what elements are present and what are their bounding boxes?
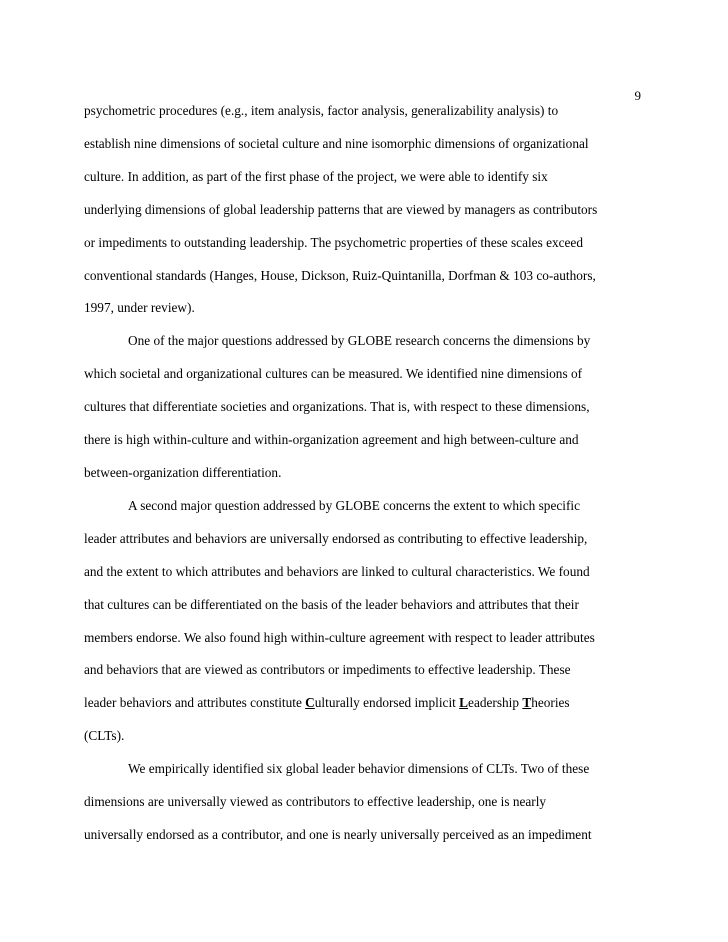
paragraph-1 — [84, 95, 654, 325]
text-line: between-organization differentiation. — [84, 464, 282, 480]
text-line: establish nine dimensions of societal culture and nine isomorphic dimensions of organizational — [84, 135, 589, 151]
text-line: culture. In addition, as part of the first phase of the project, we were able to identify six — [84, 168, 548, 184]
text-line: there is high within-culture and within-organization agreement and high between-culture and — [84, 432, 579, 448]
text-line: dimensions are universally viewed as contributors to effective leadership, one is nearly — [84, 794, 547, 810]
paragraph-3 — [84, 490, 654, 753]
text-line: universally endorsed as a contributor, and one is nearly universally perceived as an impediment — [84, 826, 592, 842]
text-line: (CLTs). — [84, 728, 125, 744]
clt-word-l-rest: eadership — [468, 695, 523, 711]
text-line: members endorse. We also found high within-culture agreement with respect to leader attributes — [84, 629, 595, 645]
paragraph-2 — [84, 325, 654, 490]
text-line: 1997, under review). — [84, 300, 195, 316]
text-line: cultures that differentiate societies and organizations. That is, with respect to these dimensions, — [84, 399, 590, 415]
text-line: underlying dimensions of global leadership patterns that are viewed by managers as contributors — [84, 201, 598, 217]
text-line: which societal and organizational cultures can be measured. We identified nine dimensions of — [84, 366, 583, 382]
text-line: and the extent to which attributes and behaviors are linked to cultural characteristics. We found — [84, 563, 590, 579]
text-line: conventional standards (Hanges, House, Dickson, Ruiz-Quintanilla, Dorfman & 103 co-authors, — [84, 267, 596, 283]
paragraph-4 — [84, 753, 654, 852]
text-line: psychometric procedures (e.g., item analysis, factor analysis, generalizability analysis) to — [84, 103, 559, 118]
page-number: 9 — [634, 88, 641, 103]
clt-word-t-rest: heories — [531, 695, 570, 711]
text-line: or impediments to outstanding leadership. The psychometric properties of these scales exceed — [84, 234, 583, 250]
text-line: leader attributes and behaviors are universally endorsed as contributing to effective leadership, — [84, 530, 588, 546]
text-line: and behaviors that are viewed as contributors or impediments to effective leadership. These — [84, 662, 571, 678]
clt-letter-c: C — [305, 695, 315, 711]
clt-prefix: leader behaviors and attributes constitute — [84, 695, 306, 711]
document-body — [84, 95, 654, 852]
clt-word-c-rest: ulturally endorsed implicit — [314, 695, 460, 711]
clt-definition-line — [84, 687, 654, 720]
text-line: We empirically identified six global leader behavior dimensions of CLTs. Two of these — [128, 761, 590, 777]
text-line: One of the major questions addressed by GLOBE research concerns the dimensions by — [128, 333, 591, 349]
clt-letter-l: L — [459, 695, 469, 711]
clt-letter-t: T — [522, 695, 532, 711]
text-line: that cultures can be differentiated on the basis of the leader behaviors and attributes that their — [84, 596, 579, 612]
text-line: A second major question addressed by GLOBE concerns the extent to which specific — [128, 497, 580, 513]
